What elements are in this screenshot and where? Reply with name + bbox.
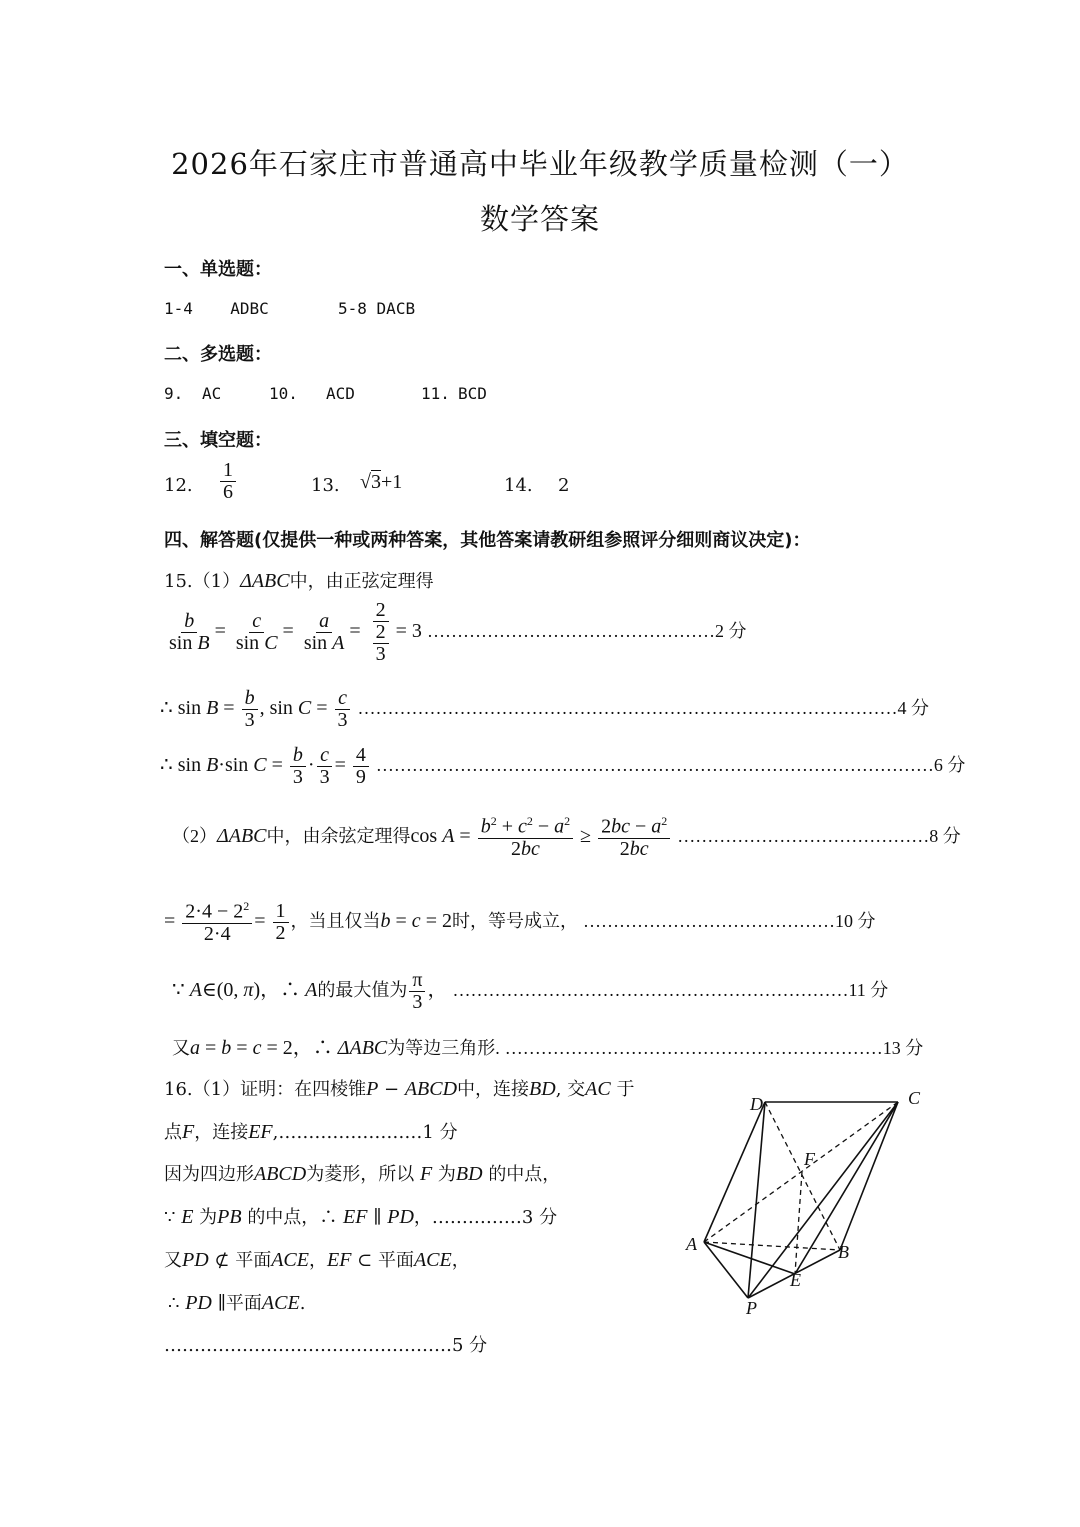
q16-line1: 16.（1）证明：在四棱锥P − ABCD中，连接BD, 交AC 于 (164, 1078, 635, 1100)
edge-cp (748, 1102, 898, 1298)
label-c: C (908, 1088, 921, 1108)
q9-answer: AC (202, 384, 222, 403)
q12-answer (218, 460, 238, 503)
q15-step3: ∴ sin B·sin C = $\frac{b}{3}$ · $\frac{c}{3}$ = $\frac{4}{9}$ …………………………………………………………………………………6 分 (160, 744, 966, 788)
q16-l1d: 于 (616, 1079, 635, 1100)
q16-l1b: 中，连接 (457, 1079, 530, 1100)
edge-cb (840, 1102, 898, 1250)
q16-l3a: 因为四边形 (164, 1164, 254, 1185)
range-5-8: 5-8 (338, 299, 367, 318)
q16-l6a: 平面 (225, 1293, 262, 1314)
q16-l4b: 的中点， (247, 1207, 320, 1228)
q9-label: 9. (164, 384, 184, 403)
q13-rest: +1 (380, 471, 403, 493)
section-heading-fill-blank: 三、填空题： (164, 430, 272, 451)
q16-l3d: 的中点， (488, 1164, 561, 1185)
score-10: ……………………………………10 分 (582, 910, 876, 931)
edge-ae (704, 1242, 795, 1274)
q16-line4: ∵ E 为PB 的中点，∴ EF ∥ PD，……………3 分 (164, 1206, 558, 1228)
section-heading-single-choice: 一、单选题： (164, 259, 272, 280)
q15-part2: （2）ΔABC中，由余弦定理得cos A = $\frac{b^2 + c^2 - a^2}{2bc}$ ≥ $\frac{2bc - a^2}{2bc}$ ……………………………………8 分 (172, 814, 961, 860)
q16-l2b: ，连接 (194, 1122, 249, 1143)
q15-step2: ∴ sin B = $\frac{b}{3}$ , sin C = $\frac{c}{3}$ ………………………………………………………………………………4 分 (160, 687, 930, 731)
q10-answer: ACD (326, 384, 355, 403)
triangle-abc: ΔABC (240, 570, 290, 592)
label-p: P (746, 1298, 757, 1318)
q15-step6: ∵ A∈(0, π)，∴ A的最大值为 $\frac{\pi}{3}$ ， …………………………………………………………11 分 (172, 969, 889, 1013)
q16-l3b: 为菱形，所以 (306, 1164, 415, 1185)
q15-step7-text: 为等边三角形. (387, 1038, 500, 1058)
page-subtitle: 数学答案 (479, 202, 600, 236)
score-11: …………………………………………………………11 分 (452, 980, 889, 1001)
q16-l5c: 平面 (377, 1250, 414, 1271)
score-3: ……………3 分 (431, 1207, 558, 1228)
q13-label: 13. (311, 475, 340, 496)
single-choice-answers (164, 299, 415, 318)
q12-denominator: 6 (223, 481, 233, 503)
section-heading-solutions: 四、解答题(仅提供一种或两种答案，其他答案请教研组参照评分细则商议决定)： (164, 530, 811, 551)
q16-l4a: 为 (199, 1207, 218, 1228)
triangle-abc-2: ΔABC (217, 824, 267, 847)
q15-step5: = $\frac{2\cdot 4 - 2^2}{2\cdot 4}$ = $\frac{1}{2}$ ，当且仅当b = c = 2时，等号成立， ……………………………………10 分 (164, 899, 876, 945)
q16-line5: 又PD ⊄ 平面ACE，EF ⊂ 平面ACE， (164, 1249, 470, 1271)
q14-answer: 2 (558, 475, 570, 496)
q16-l5b: 平面 (235, 1250, 272, 1271)
label-a: A (686, 1234, 697, 1254)
q12-label: 12. (164, 475, 193, 496)
q15-part1-label: 15.（1） (164, 571, 241, 592)
page-title: 2026年石家庄市普通高中毕业年级教学质量检测（一） (171, 147, 909, 181)
q15-part2-text: 中，由余弦定理得 (266, 825, 411, 846)
q10-label: 10. (269, 384, 298, 403)
q15-step7-prefix: 又 (172, 1038, 190, 1058)
q12-numerator: 1 (220, 460, 236, 482)
label-b: B (838, 1242, 849, 1262)
q15-part2-label: （2） (172, 825, 217, 846)
q15-step5-text2: 时，等号成立， (451, 910, 578, 931)
q16-line6: ∴ PD ∥平面ACE. (168, 1292, 306, 1314)
score-4: ………………………………………………………………………………4 分 (357, 698, 930, 719)
score-1: ……………………1 分 (278, 1122, 458, 1143)
section-heading-multiple-choice: 二、多选题： (164, 344, 272, 365)
edge-da (704, 1102, 765, 1242)
score-2: …………………………………………2 分 (426, 621, 747, 642)
q16-l5a: 又 (164, 1250, 182, 1271)
q15-intro (164, 567, 434, 593)
q15-step6-text: 的最大值为 (317, 980, 408, 1001)
edge-fe-hidden (795, 1172, 802, 1274)
pyramid-figure (680, 1080, 940, 1320)
q16-l3c: 为 (437, 1164, 456, 1185)
triangle-abc-3: ΔABC (337, 1037, 388, 1059)
answers-5-8: DACB (376, 299, 416, 318)
q14-label: 14. (504, 475, 533, 496)
q13-answer: √3+1 (360, 471, 403, 493)
label-e: E (790, 1270, 801, 1290)
label-d: D (750, 1094, 763, 1114)
edge-ac-hidden (704, 1102, 898, 1242)
range-1-4: 1-4 (164, 299, 193, 318)
q16-line2: 点F，连接EF,……………………1 分 (164, 1121, 458, 1143)
score-6: …………………………………………………………………………………6 分 (375, 755, 966, 776)
q11-label: 11. (421, 384, 450, 403)
q15-sine-law: $\frac{b}{\text{sin B}}$ = $\frac{c}{\text{sin C}}$ = $\frac{a}{\text{sin A}}$ = $\frac{2}{\frac{2}{3}}$ = 3 …………………………………………2 分 (169, 599, 747, 665)
score-5: …………………………………………5 分 (164, 1335, 488, 1356)
q16-line3: 因为四边形ABCD为菱形，所以 F 为BD 的中点， (164, 1163, 561, 1185)
score-13: ………………………………………………………13 分 (504, 1038, 924, 1058)
q16-l1a: 16.（1）证明：在四棱锥 (164, 1079, 367, 1100)
q15-step5-text: ，当且仅当 (290, 910, 381, 931)
q15-step7: 又a = b = c = 2，∴ ΔABC为等边三角形. ………………………………………………………13 分 (172, 1037, 924, 1059)
answers-1-4: ADBC (230, 299, 269, 318)
q16-l1c: 交 (567, 1079, 586, 1100)
edge-dp (748, 1102, 765, 1298)
q11-answer: BCD (458, 384, 487, 403)
label-f: F (804, 1149, 815, 1169)
q13-radicand: 3 (370, 471, 381, 493)
q16-l2a: 点 (164, 1122, 182, 1143)
score-8: ……………………………………8 分 (677, 825, 961, 846)
q15-intro-text: 中，由正弦定理得 (289, 571, 434, 592)
